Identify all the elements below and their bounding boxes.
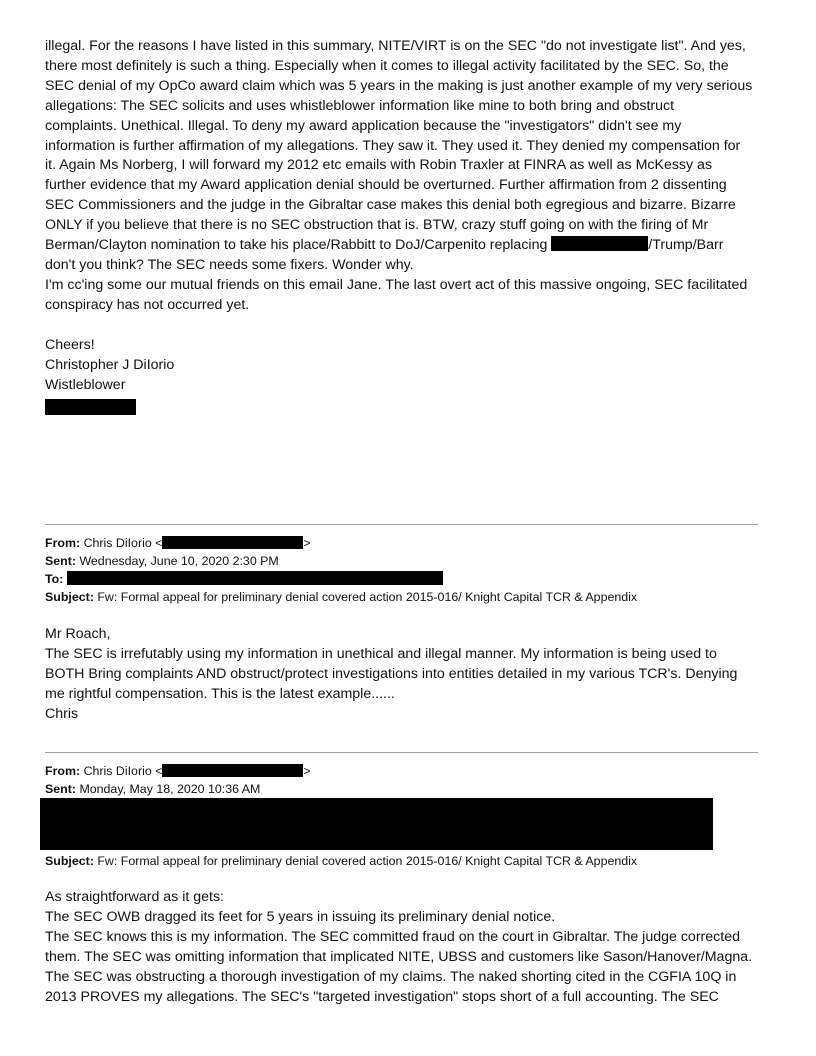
body-line-start: Berman/Clayton nomination to take his place/Rabbitt to DoJ/Carpenito replacing [45, 237, 552, 254]
email2-body [45, 888, 773, 1007]
sent-value: Wednesday, June 10, 2020 2:30 PM [79, 554, 279, 568]
signature-closing: Cheers! [45, 337, 95, 353]
from-close: > [303, 764, 311, 778]
letter-body [45, 37, 773, 316]
from-label: From: [45, 764, 81, 778]
email-header-subject [45, 588, 765, 606]
redaction-box [40, 798, 713, 850]
body-line: The SEC was obstructing a thorough investigation of my claims. The naked shorting cited in the CGFIA 10Q in [45, 968, 737, 985]
from-value: Chris DiIorio < [83, 536, 163, 550]
sent-label: Sent: [45, 782, 76, 796]
subject-label: Subject: [45, 854, 94, 868]
body-line-end: /Trump/Barr [648, 237, 724, 254]
email-greeting: Mr Roach, [45, 626, 111, 642]
email1-body [45, 625, 773, 725]
separator-rule [45, 524, 758, 525]
body-line: don't you think? The SEC needs some fixers. Wonder why. [45, 256, 414, 273]
sent-value: Monday, May 18, 2020 10:36 AM [79, 782, 261, 796]
body-line: further evidence that my Award application denial should be overturned. Further affirmation from 2 dissenting [45, 177, 727, 194]
subject-value: Fw: Formal appeal for preliminary denial covered action 2015-016/ Knight Capital TCR & Appendix [97, 590, 638, 604]
separator-rule [45, 752, 758, 753]
body-line: illegal. For the reasons I have listed in this summary, NITE/VIRT is on the SEC "do not investigate list". And yes, [45, 38, 746, 54]
body-line: information is further affirmation of my allegations. They saw it. They used it. They denied my compensation for [45, 137, 741, 154]
email-header-from [45, 762, 765, 780]
sent-label: Sent: [45, 554, 76, 568]
body-line: 2013 PROVES my allegations. The SEC's "targeted investigation" stops short of a full accounting. The SEC [45, 988, 719, 1005]
email-header-sent [45, 780, 765, 798]
body-line: I'm cc'ing some our mutual friends on this email Jane. The last overt act of this massive ongoing, SEC facilitated [45, 276, 748, 293]
redaction-box [162, 764, 303, 777]
redaction-box [551, 236, 648, 251]
body-line: them. The SEC was omitting information that implicated NITE, UBSS and customers like Sason/Hanover/Magna. [45, 948, 753, 965]
redaction-box [45, 399, 136, 415]
body-line: it. Again Ms Norberg, I will forward my 2012 etc emails with Robin Traxler at FINRA as well as McKessy as [45, 157, 713, 174]
body-line: allegations: The SEC solicits and uses whistleblower information like mine to both bring and obstruct [45, 97, 675, 114]
body-line: SEC denial of my OpCo award claim which was 5 years in the making is just another example of my very serious [45, 77, 753, 94]
redaction-box [162, 536, 303, 549]
to-label: To: [45, 572, 64, 586]
redaction-box [67, 571, 443, 585]
email-header-subject [45, 852, 765, 870]
from-label: From: [45, 536, 81, 550]
body-line: ONLY if you believe that there is no SEC obstruction that is. BTW, crazy stuff going on with the firing of Mr [45, 217, 709, 234]
signature-title: Wistleblower [45, 376, 126, 393]
body-line: there most definitely is such a thing. Especially when it comes to illegal activity facilitated by the SEC. So, the [45, 57, 729, 74]
email-header-to [45, 570, 765, 588]
body-line: BOTH Bring complaints AND obstruct/protect investigations into entities detailed in my various TCR's. Denying [45, 665, 738, 682]
body-line: complaints. Unethical. Illegal. To deny my award application because the "investigators" didn't see my [45, 117, 682, 134]
signature-block [45, 336, 773, 396]
body-line: The SEC is irrefutably using my information in unethical and illegal manner. My information is being used to [45, 645, 717, 662]
signature-name: Christopher J DiIorio [45, 356, 175, 373]
body-line: conspiracy has not occurred yet. [45, 296, 250, 313]
body-line: me rightful compensation. This is the latest example...... [45, 685, 395, 702]
body-line: As straightforward as it gets: [45, 889, 224, 905]
from-close: > [303, 536, 311, 550]
body-line: The SEC knows this is my information. The SEC committed fraud on the court in Gibraltar. The judge corrected [45, 928, 740, 945]
subject-value: Fw: Formal appeal for preliminary denial covered action 2015-016/ Knight Capital TCR & Appendix [97, 854, 638, 868]
body-line [45, 236, 773, 256]
from-value: Chris DiIorio < [83, 764, 163, 778]
subject-label: Subject: [45, 590, 94, 604]
body-line: Chris [45, 705, 79, 722]
email-header-sent [45, 552, 765, 570]
body-line: The SEC OWB dragged its feet for 5 years in issuing its preliminary denial notice. [45, 908, 556, 925]
body-line: SEC Commissioners and the judge in the Gibraltar case makes this denial both egregious and bizarre. Bizarre [45, 197, 736, 214]
email-header-from [45, 534, 765, 552]
